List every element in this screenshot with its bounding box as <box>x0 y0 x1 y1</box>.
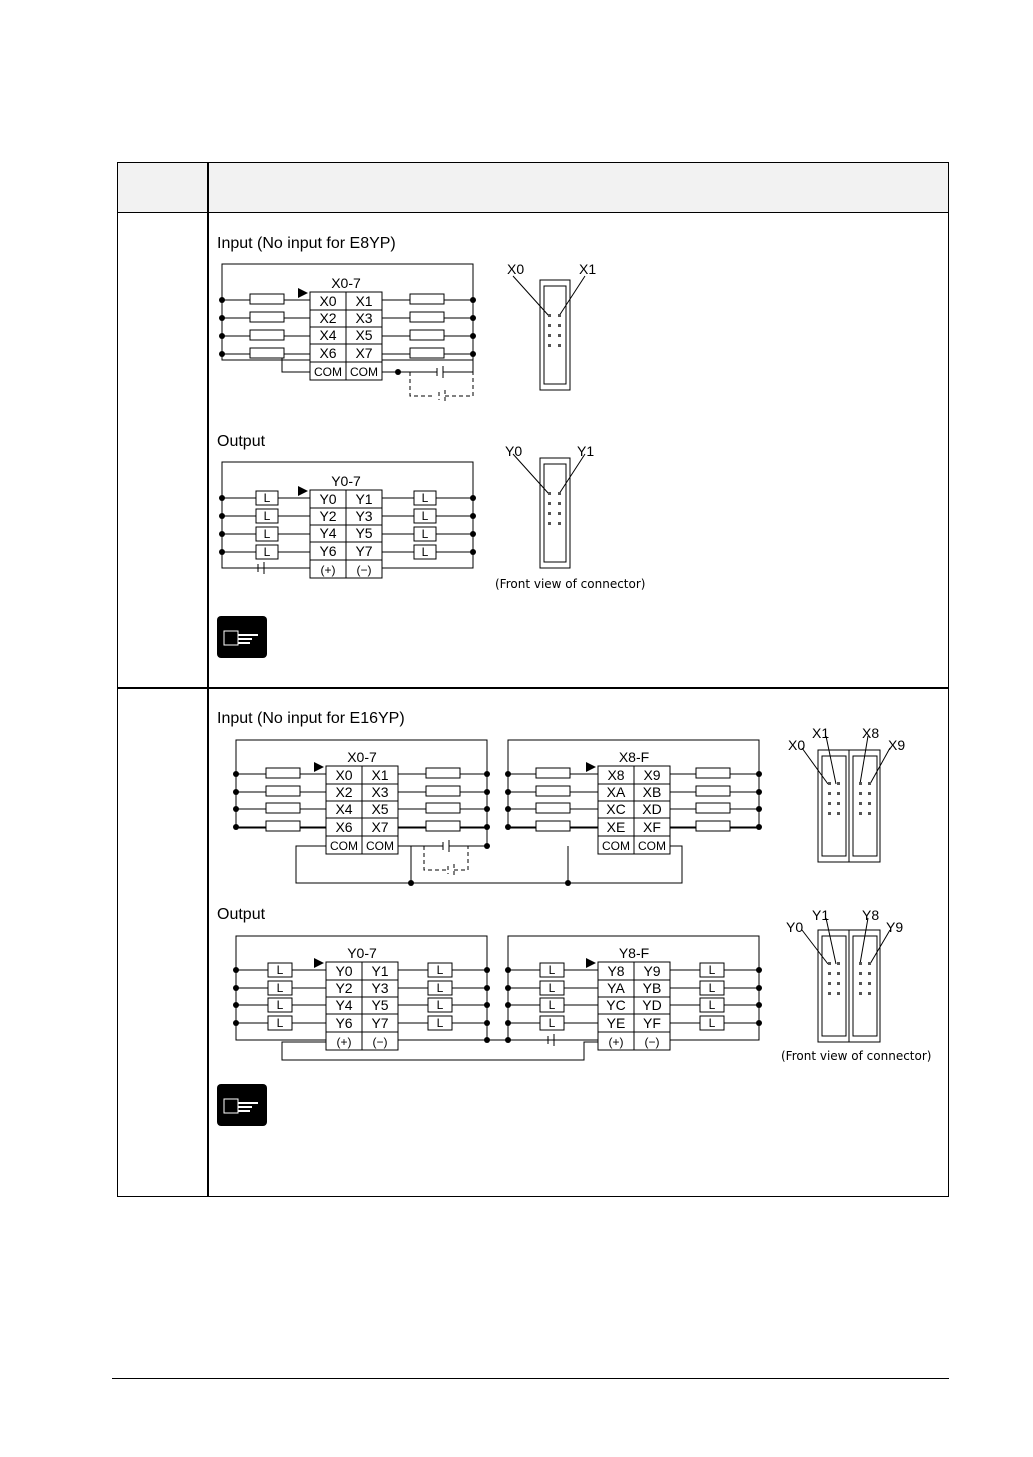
load-label: L <box>263 527 271 541</box>
cell-label: X7 <box>355 345 373 361</box>
cell-label: (+) <box>336 1035 352 1049</box>
section2-input-diagram <box>228 738 768 888</box>
footer-rule <box>112 1378 949 1379</box>
load-label: L <box>708 1016 716 1030</box>
row-divider <box>118 687 948 689</box>
section1-output-connector <box>495 440 645 575</box>
connector-pin-label: Y1 <box>577 443 595 459</box>
cell-label: Y7 <box>371 1015 389 1031</box>
section1-output-diagram <box>212 460 482 580</box>
cell-label: X3 <box>371 784 389 800</box>
cell-label: X7 <box>371 819 389 835</box>
output-header-label: Y0-7 <box>347 945 377 961</box>
cell-label: XD <box>642 801 662 817</box>
section1-input-connector <box>495 262 645 402</box>
connector-pin-label: X0 <box>507 262 525 277</box>
load-label: L <box>421 545 429 559</box>
table-header-row <box>118 163 948 213</box>
cell-label: YE <box>606 1015 626 1031</box>
cell-label: (−) <box>644 1035 660 1049</box>
cell-label: X1 <box>371 767 389 783</box>
column-divider <box>207 163 209 1196</box>
input-header-label: X8-F <box>618 749 650 765</box>
cell-label: YB <box>642 980 662 996</box>
cell-label: XF <box>643 819 661 835</box>
cell-label: YF <box>643 1015 661 1031</box>
cell-label: YD <box>642 997 662 1013</box>
cell-label: X4 <box>319 327 337 343</box>
load-label: L <box>436 963 444 977</box>
cell-label: X2 <box>319 310 337 326</box>
cell-label: (+) <box>320 563 336 577</box>
load-label: L <box>421 527 429 541</box>
connector-caption: (Front view of connector) <box>495 577 646 591</box>
cell-label: COM <box>330 839 358 853</box>
load-label: L <box>263 509 271 523</box>
cell-label: Y6 <box>319 543 337 559</box>
cell-label: Y8 <box>607 963 625 979</box>
load-label: L <box>708 998 716 1012</box>
connector-pin-label: Y0 <box>786 919 804 935</box>
load-label: L <box>421 509 429 523</box>
cell-label: Y0 <box>335 963 353 979</box>
load-label: L <box>708 963 716 977</box>
note-pointing-hand-icon <box>217 616 267 658</box>
cell-label: X8 <box>607 767 625 783</box>
load-label: L <box>548 981 556 995</box>
load-label: L <box>436 981 444 995</box>
cell-label: X5 <box>371 801 389 817</box>
cell-label: (+) <box>608 1035 624 1049</box>
load-label: L <box>263 545 271 559</box>
cell-label: XA <box>606 784 626 800</box>
cell-label: Y0 <box>319 491 337 507</box>
load-label: L <box>548 998 556 1012</box>
section2-output-title: Output <box>217 906 266 923</box>
cell-label: Y2 <box>335 980 353 996</box>
cell-label: XB <box>642 784 662 800</box>
cell-label: Y4 <box>319 525 337 541</box>
section2-input-title: Input (No input for E16YP) <box>217 710 405 727</box>
cell-label: COM <box>602 839 630 853</box>
load-label: L <box>708 981 716 995</box>
load-label: L <box>276 963 284 977</box>
load-label: L <box>276 981 284 995</box>
cell-label: (−) <box>356 563 372 577</box>
section2-output-diagram <box>228 934 768 1064</box>
load-label: L <box>276 998 284 1012</box>
cell-label: X4 <box>335 801 353 817</box>
load-label: L <box>263 491 271 505</box>
cell-label: XC <box>606 801 626 817</box>
load-label: L <box>276 1016 284 1030</box>
cell-label: YC <box>606 997 626 1013</box>
connector-pin-label: Y9 <box>886 919 904 935</box>
connector-caption: (Front view of connector) <box>781 1049 932 1063</box>
cell-label: COM <box>366 839 394 853</box>
cell-label: Y4 <box>335 997 353 1013</box>
cell-label: Y6 <box>335 1015 353 1031</box>
input-header-label: X0-7 <box>347 749 377 765</box>
cell-label: COM <box>350 365 378 379</box>
load-label: L <box>548 963 556 977</box>
section1-input-title: Input (No input for E8YP) <box>217 235 396 252</box>
cell-label: COM <box>638 839 666 853</box>
cell-label: Y9 <box>643 963 661 979</box>
cell-label: Y7 <box>355 543 373 559</box>
cell-label: X9 <box>643 767 661 783</box>
cell-label: X5 <box>355 327 373 343</box>
connector-pin-label: X0 <box>788 737 806 753</box>
connector-pin-label: Y1 <box>812 907 830 923</box>
cell-label: X0 <box>335 767 353 783</box>
cell-label: Y1 <box>371 963 389 979</box>
cell-label: Y3 <box>371 980 389 996</box>
connector-pin-label: Y8 <box>862 907 880 923</box>
output-header-label: Y0-7 <box>331 473 361 489</box>
load-label: L <box>436 998 444 1012</box>
connector-pin-label: X9 <box>888 737 906 753</box>
note-pointing-hand-icon <box>217 1084 267 1126</box>
cell-label: X2 <box>335 784 353 800</box>
connector-pin-label: X8 <box>862 725 880 741</box>
cell-label: (−) <box>372 1035 388 1049</box>
connector-pin-label: X1 <box>812 725 830 741</box>
cell-label: XE <box>606 819 626 835</box>
cell-label: X6 <box>319 345 337 361</box>
connector-pin-label: X1 <box>579 262 597 277</box>
section1-input-diagram <box>212 262 482 404</box>
cell-label: Y3 <box>355 508 373 524</box>
cell-label: Y1 <box>355 491 373 507</box>
output-header-label: Y8-F <box>618 945 650 961</box>
cell-label: Y5 <box>355 525 373 541</box>
load-label: L <box>436 1016 444 1030</box>
cell-label: Y2 <box>319 508 337 524</box>
cell-label: Y5 <box>371 997 389 1013</box>
section2-output-connector <box>780 904 940 1049</box>
load-label: L <box>548 1016 556 1030</box>
cell-label: X1 <box>355 293 373 309</box>
cell-label: X6 <box>335 819 353 835</box>
input-header-label: X0-7 <box>331 275 361 291</box>
cell-label: X0 <box>319 293 337 309</box>
load-label: L <box>421 491 429 505</box>
section2-input-connector <box>780 724 940 869</box>
cell-label: X3 <box>355 310 373 326</box>
section1-output-title: Output <box>217 433 266 450</box>
connector-pin-label: Y0 <box>505 443 523 459</box>
cell-label: COM <box>314 365 342 379</box>
cell-label: YA <box>607 980 625 996</box>
